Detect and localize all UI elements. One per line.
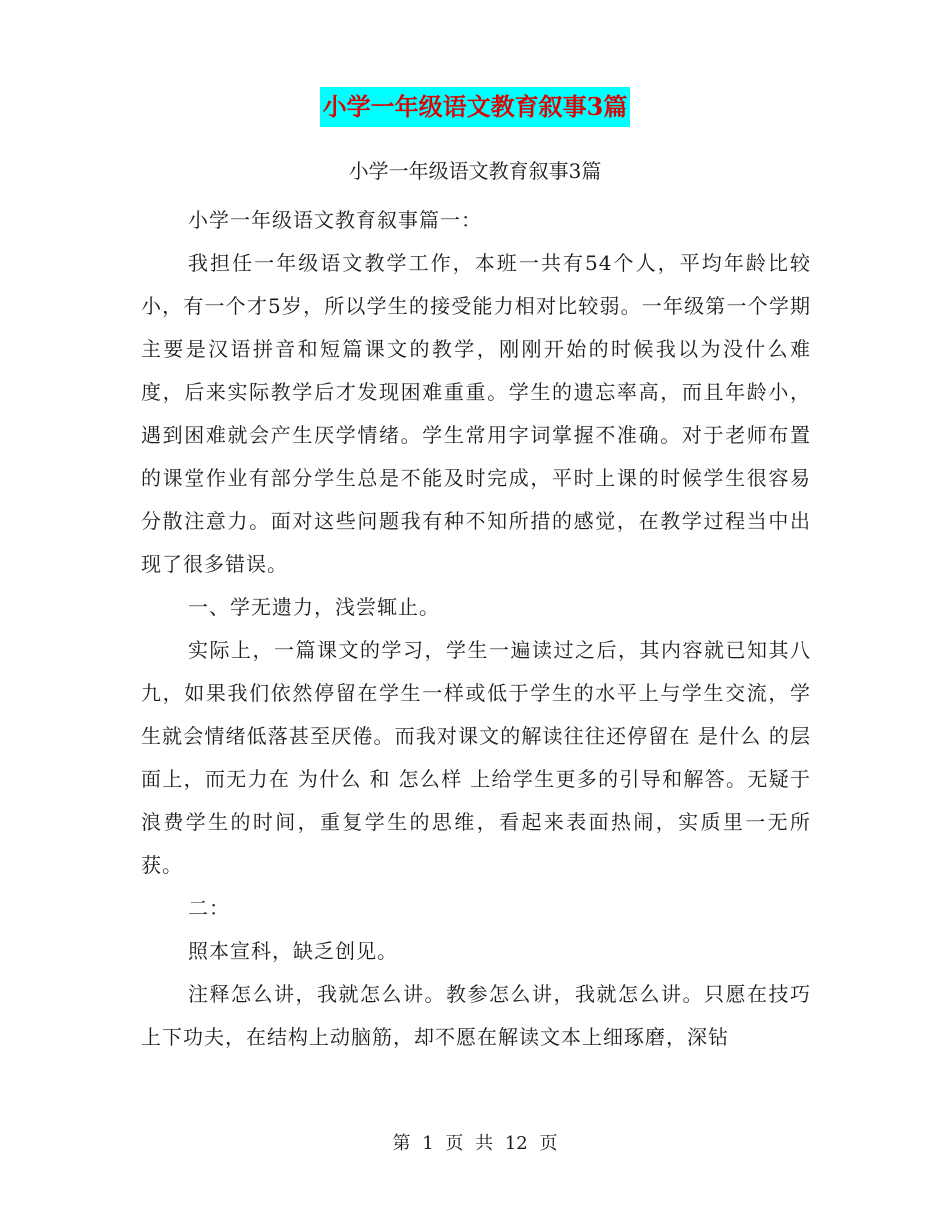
point-heading: 一、学无遗力，浅尝辄止。 — [188, 595, 440, 619]
body-paragraph: 实际上，一篇课文的学习，学生一遍读过之后，其内容就已知其八九，如果我们依然停留在学生一样或低于学生的水平上与学生交流，学生就会情绪低落甚至厌倦。而我对课文的解读往往还停留在 是什么 的层面上，而无力在 为什么 和 怎么样 上给学生更多的引导和解答。无疑于浪费学生的时间，重复学生的思维，看起来表面热闹，实质里一无所获。 — [141, 638, 811, 877]
point-heading: 二： — [188, 896, 230, 920]
banner-container — [0, 87, 950, 127]
page-number: 第 1 页 共 12 页 — [392, 1133, 558, 1154]
highlighted-title: 小学一年级语文教育叙事3篇 — [320, 87, 631, 127]
document-subtitle: 小学一年级语文教育叙事3篇 — [348, 159, 602, 183]
body-paragraph: 我担任一年级语文教学工作，本班一共有54个人，平均年龄比较小，有一个才5岁，所以学生的接受能力相对比较弱。一年级第一个学期主要是汉语拼音和短篇课文的教学，刚刚开始的时候我以为没什么难度，后来实际教学后才发现困难重重。学生的遗忘率高，而且年龄小，遇到困难就会产生厌学情绪。学生常用字词掌握不准确。对于老师布置的课堂作业有部分学生总是不能及时完成，平时上课的时候学生很容易分散注意力。面对这些问题我有种不知所措的感觉，在教学过程当中出现了很多错误。 — [141, 251, 811, 576]
section-heading: 小学一年级语文教育叙事篇一： — [188, 208, 482, 232]
document-body — [141, 199, 811, 1059]
point-heading: 照本宣科，缺乏创见。 — [188, 939, 398, 963]
body-paragraph: 注释怎么讲，我就怎么讲。教参怎么讲，我就怎么讲。只愿在技巧上下功夫，在结构上动脑筋，却不愿在解读文本上细琢磨，深钻 — [141, 982, 811, 1049]
